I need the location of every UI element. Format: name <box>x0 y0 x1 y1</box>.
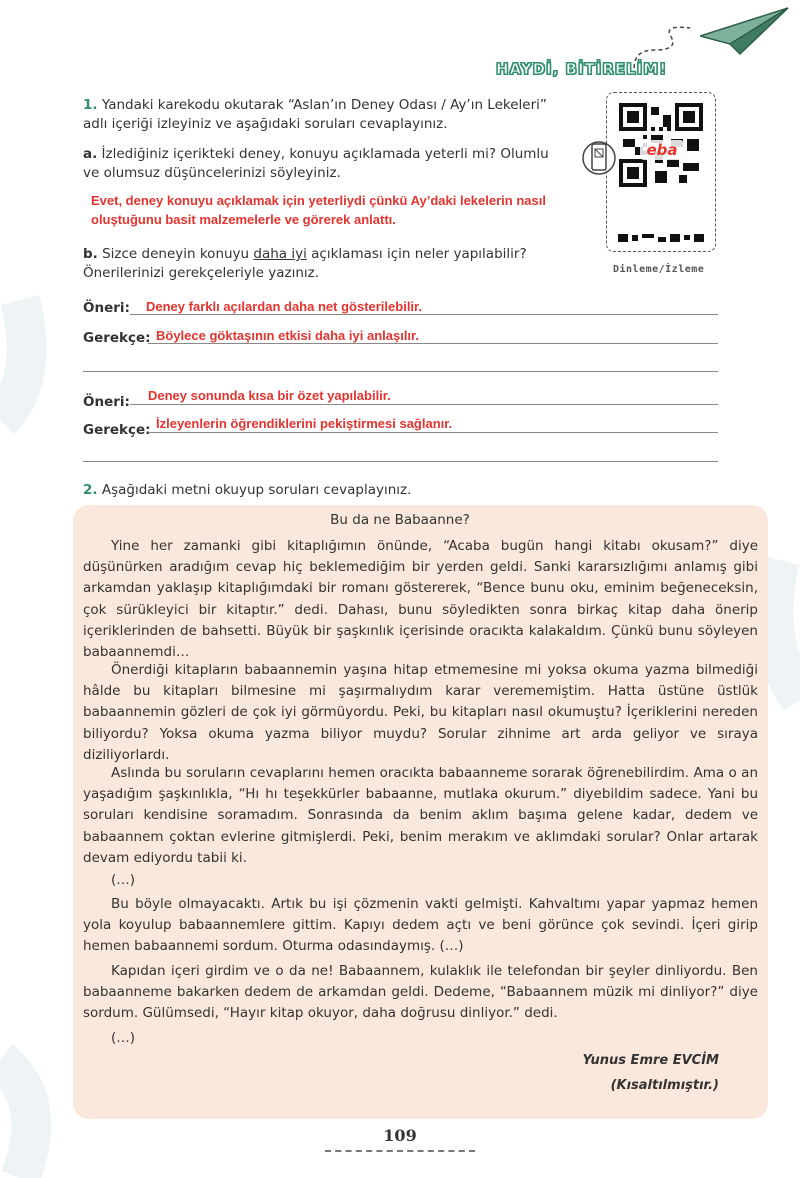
qr-code-strip-icon <box>618 232 704 244</box>
question-2 <box>83 481 683 500</box>
question-1b-line2: Önerilerinizi gerekçeleriyle yazınız. <box>83 265 320 281</box>
question-1b-pre: Sizce deneyin konuyu <box>102 246 250 262</box>
answer-1a-line2: oluştuğunu basit malzemelerle ve görerek anlattı. <box>91 212 396 227</box>
question-1 <box>83 96 583 134</box>
story-paragraph-1: Yine her zamanki gibi kitaplığımın önünde, “Acaba bugün hangi kitabı okusam?” diye düşünürken aradığım cevap hiç beklemediğim bir yerden geldi. Sanki kararsızlığımı anlamış gibi arkamdan yaklaşıp kitaplığımdaki bir romanı göstererek, “Bence bunu oku, eminim beğeneceksin, çok sürükleyici bir kitaptır.” dedi. Dahası, bunu söyledikten sonra birkaç kitap daha önerip içeriklerinden de bahsetti. Büyük bir şaşkınlık içerisinde oracıkta kalakaldım. Çünkü bunu söyleyen babaannemdi… <box>83 538 758 661</box>
question-letter: a. <box>83 146 98 162</box>
qr-caption: Dinleme/İzleme <box>613 264 705 275</box>
question-1a-line2: ve olumsuz düşüncelerinizi söyleyiniz. <box>83 165 341 181</box>
question-text-line1: Yandaki karekodu okutarak “Aslan’ın Deney Odası / Ay’ın Lekeleri” <box>101 97 547 113</box>
eba-logo-text: eba <box>646 141 678 159</box>
question-1b <box>83 245 583 283</box>
question-1a-line1: İzlediğiniz içerikteki deney, konuyu açıklamada yeterli mi? Olumlu <box>101 146 549 162</box>
story-title: Bu da ne Babaanne? <box>330 512 470 528</box>
oneri-label-2: Öneri: <box>83 394 130 410</box>
question-2-text: Aşağıdaki metni okuyup soruları cevaplayınız. <box>101 482 412 498</box>
page-number: 109 <box>383 1126 417 1145</box>
question-letter: b. <box>83 246 98 262</box>
story-author: Yunus Emre EVCİM <box>582 1053 719 1068</box>
eba-logo-icon <box>640 140 684 160</box>
story-paragraph-3: Aslında bu soruların cevaplarını hemen oracıkta babaanneme sorarak öğrenebilirdim. Ama o an yaşadığım şaşkınlıkla, “Hı hı teşekkürler babaanne, mutlaka okurum.” diyebildim sadece. Yani bu soruları kendisine soramadım. Sonrasında da benim aklım başıma gelene kadar, dedem ve babaannem çoktan evlerine gitmişlerdi. Peki, benim merakım ve aklımdaki sorular? Onlar artarak devam ediyordu tabii ki. <box>83 765 758 866</box>
story-ellipsis-1: (…) <box>111 872 136 888</box>
section-banner: HAYDİ, BİTİRELİM! <box>496 60 668 78</box>
question-text-line2: adlı içeriği izleyiniz ve aşağıdaki soruları cevaplayınız. <box>83 116 448 132</box>
oneri-label-1: Öneri: <box>83 300 130 316</box>
gerekce-answer-1[interactable]: Böylece göktaşının etkisi daha iyi anlaşılır. <box>156 328 419 343</box>
story-paragraph-2: Önerdiği kitapların babaannemin yaşına hitap etmemesine mi yoksa okuma yazma bilmediği hâlde bu kitapları bilmesine mi şaşırmalıydım karar verememiştim. Hatta üstüne üstlük babaannemin gözleri de çok iyi görmüyordu. Peki, bu kitapları nasıl okumuştu? İçeriklerini nereden biliyordu? Yoksa okuma yazma biliyor muydu? Sorular zihnime art arda geliyor ve sıraya diziliyorlardı. <box>83 662 758 763</box>
answer-1a-line1: Evet, deney konuyu açıklamak için yeterliydi çünkü Ay’daki lekelerin nasıl <box>91 193 546 208</box>
oneri-answer-2[interactable]: Deney sonunda kısa bir özet yapılabilir. <box>148 388 391 403</box>
gerekce-label-1: Gerekçe: <box>83 330 151 346</box>
gerekce-label-2: Gerekçe: <box>83 422 151 438</box>
question-number: 2. <box>83 482 98 498</box>
paper-plane-icon <box>700 6 790 56</box>
story-paragraph-5: Kapıdan içeri girdim ve o da ne! Babaannem, kulaklık ile telefondan bir şeyler dinliyordu. Ben babaanneme bakarken dedem de arkamdan geldi. Dedeme, “Babaannem müzik mi dinliyor?” diye sordum. Gülümsedi, “Hayır kitap okuyor, daha doğrusu dinliyor.” dedi. <box>83 963 758 1022</box>
story-ellipsis-2: (…) <box>111 1030 136 1046</box>
question-1b-post: açıklaması için neler yapılabilir? <box>311 246 527 262</box>
story-note: (Kısaltılmıştır.) <box>610 1078 719 1093</box>
question-number: 1. <box>83 97 98 113</box>
answer-1a <box>91 191 546 229</box>
gerekce-answer-2[interactable]: İzleyenlerin öğrendiklerini pekiştirmesi sağlanır. <box>156 416 453 431</box>
story-paragraph-4: Bu böyle olmayacaktı. Artık bu işi çözmenin vakti gelmişti. Kahvaltımı yapar yapmaz hemen yola koyulup babaannemlere gittim. Kapıyı dedem açtı ve beni görünce çok sevindi. İçeri girip hemen babaannemi sordum. Oturma odasındaymış. (…) <box>83 896 758 955</box>
page-divider <box>325 1150 475 1152</box>
answer-line <box>83 371 718 372</box>
oneri-answer-1[interactable]: Deney farklı açılardan daha net gösterilebilir. <box>146 299 422 314</box>
question-1b-underlined: daha iyi <box>253 246 307 262</box>
question-1a <box>83 145 583 183</box>
answer-line <box>83 461 718 462</box>
phone-scan-icon <box>582 132 616 184</box>
